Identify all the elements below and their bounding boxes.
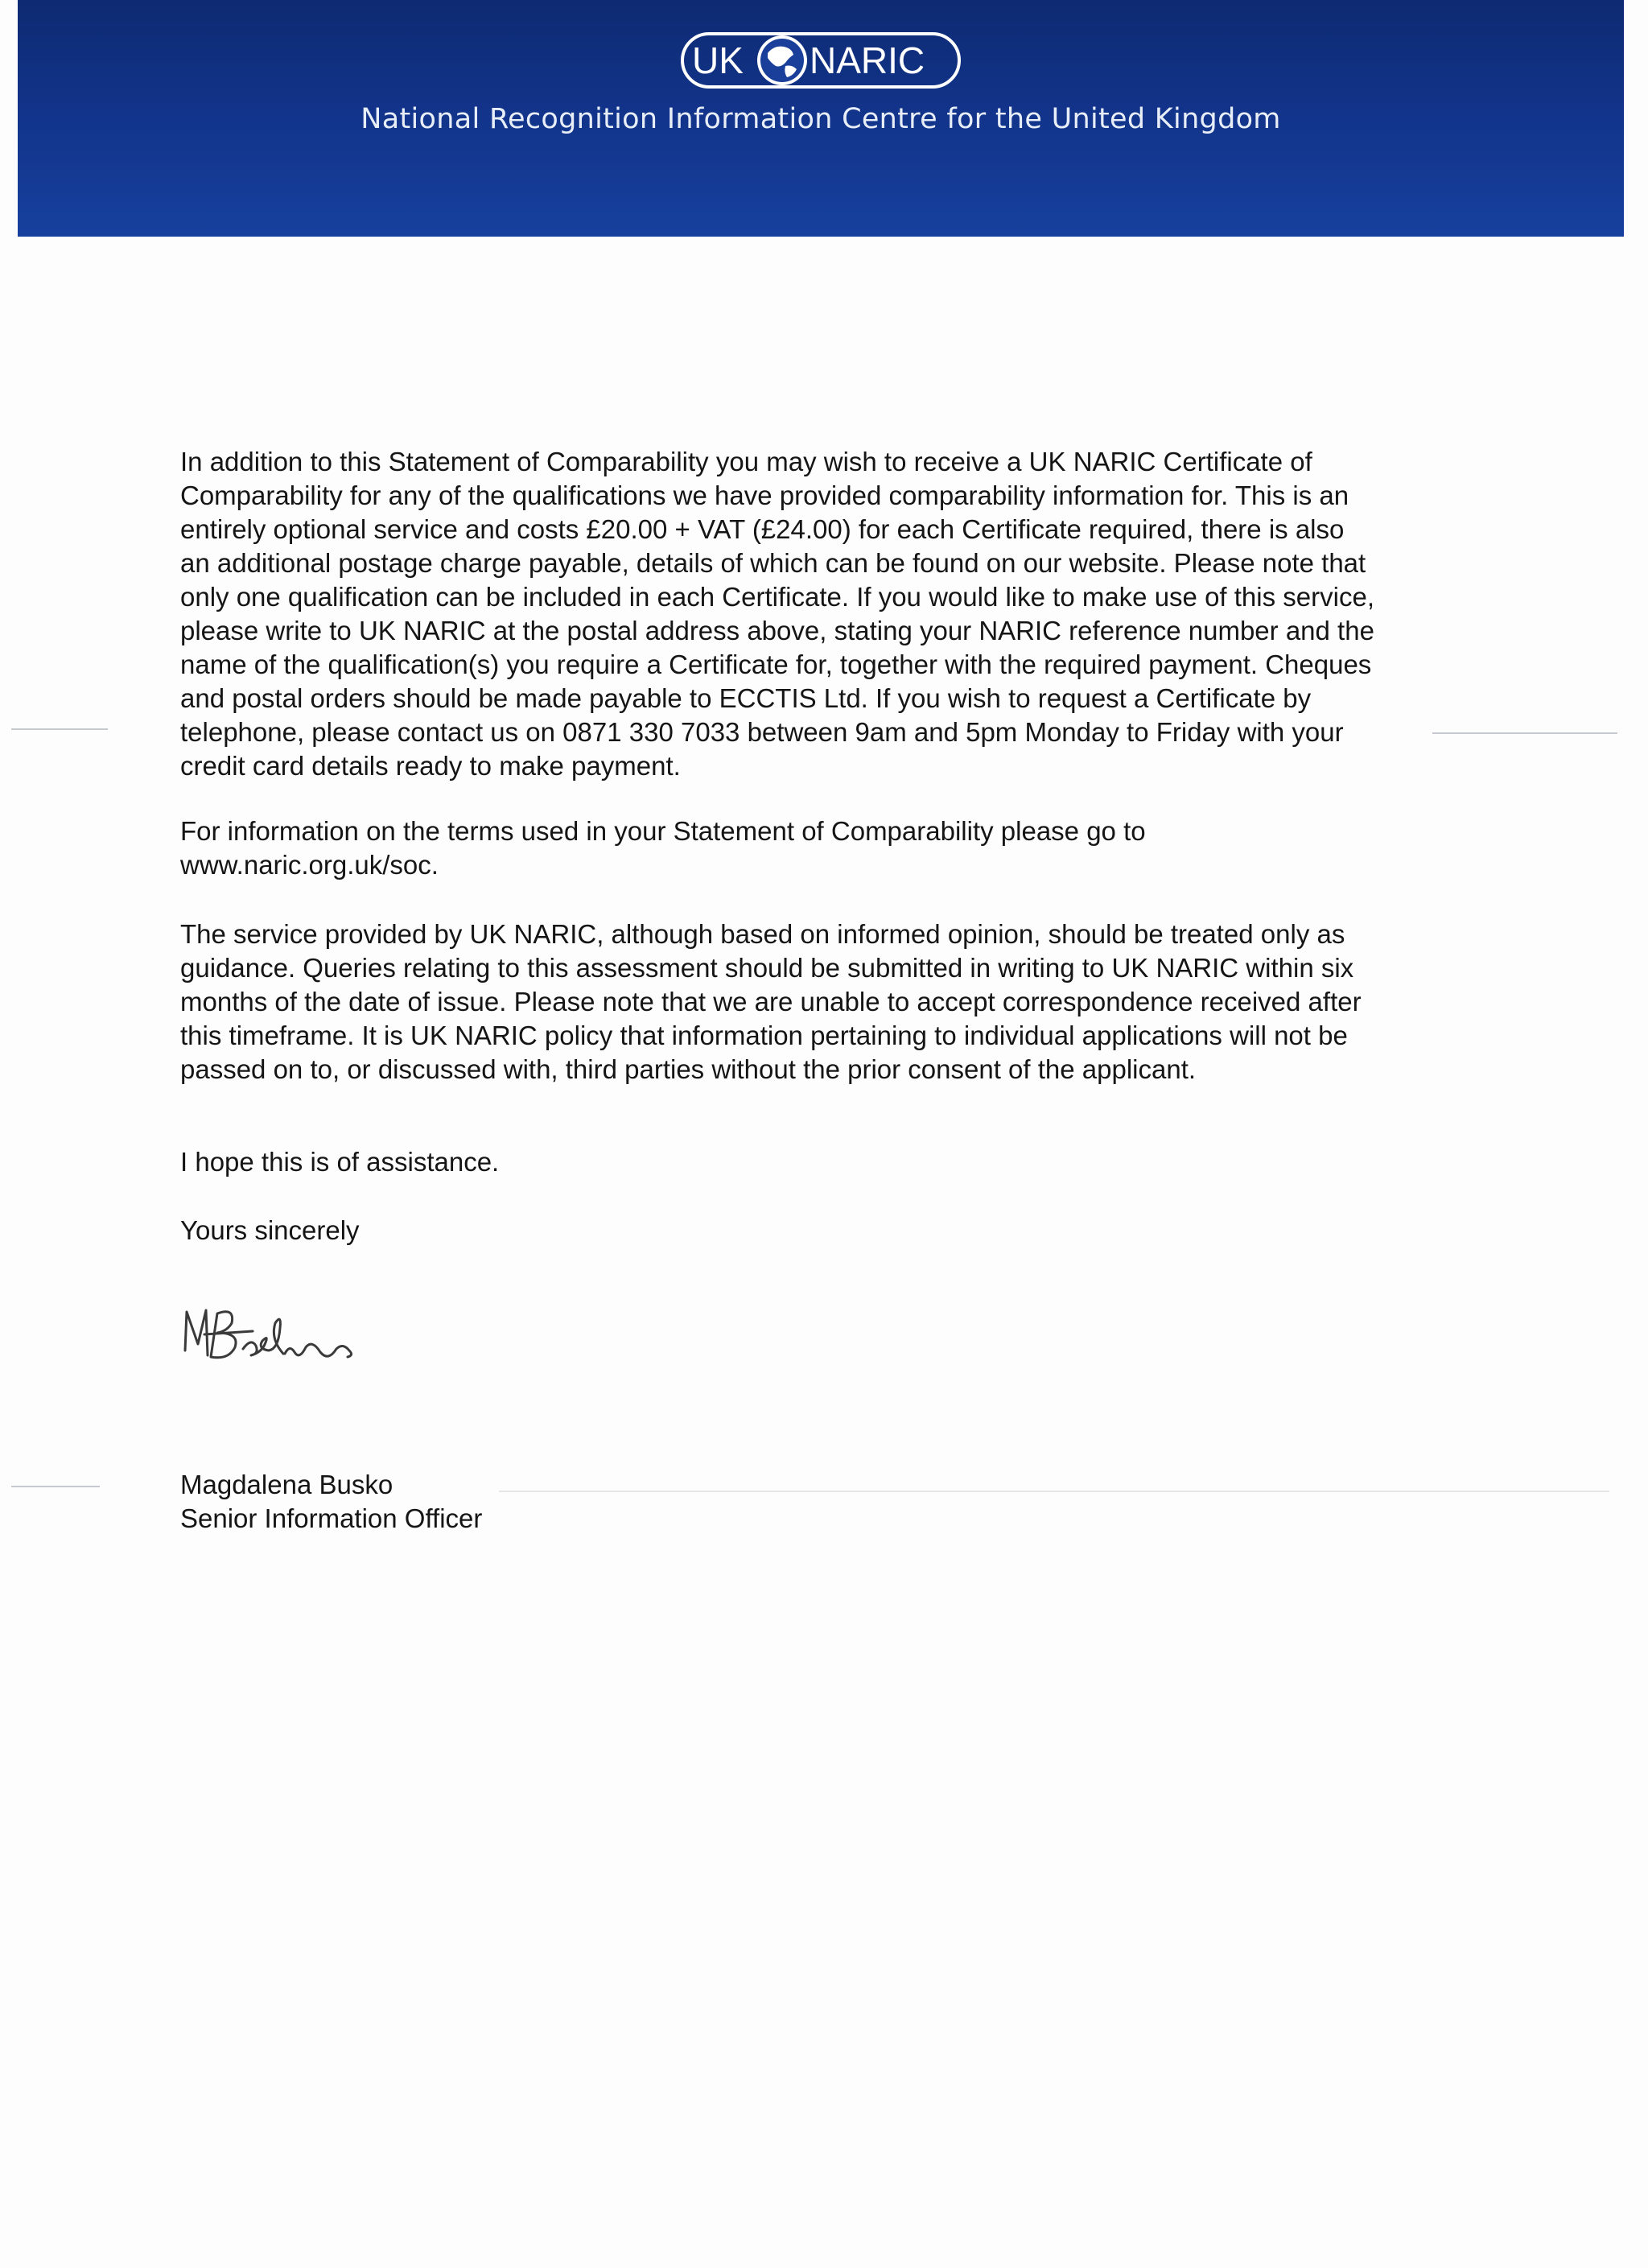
text-line: passed on to, or discussed with, third parties without the prior consent of the applicant. [180,1054,1197,1084]
text-line: name of the qualification(s) you require a Certificate for, together with the required payment. Cheques [180,649,1372,679]
logo-graphic [681,31,961,90]
text-line: For information on the terms used in your Statement of Comparability please go to [180,816,1146,846]
text-line: guidance. Queries relating to this assessment should be submitted in writing to UK NARIC within six [180,953,1354,983]
paragraph-service-disclaimer [180,918,1468,1087]
text-line: In addition to this Statement of Comparability you may wish to receive a UK NARIC Certificate of [180,447,1312,476]
uk-naric-logo [681,31,961,90]
closing-remark: I hope this is of assistance. [180,1147,500,1177]
scan-artifact-line [11,1486,100,1487]
scan-artifact-line [499,1491,1609,1492]
text-line: months of the date of issue. Please note that we are unable to accept correspondence received after [180,987,1362,1016]
logo-text-uk: UK [692,39,744,81]
text-line: The service provided by UK NARIC, although based on informed opinion, should be treated only as [180,919,1345,949]
text-line: and postal orders should be made payable to ECCTIS Ltd. If you wish to request a Certificate by [180,683,1312,713]
text-line: www.naric.org.uk/soc. [180,850,439,880]
signatory-block [180,1468,1468,1536]
handwritten-signature [179,1296,364,1384]
scan-artifact-line [1432,732,1617,734]
paragraph-terms-info [180,814,1468,882]
signatory-name: Magdalena Busko [180,1470,393,1499]
text-line: entirely optional service and costs £20.00 + VAT (£24.00) for each Certificate required, there is also [180,514,1345,544]
paragraph-certificate-info [180,445,1468,783]
text-line: this timeframe. It is UK NARIC policy that information pertaining to individual applications will not be [180,1021,1348,1050]
text-line: please write to UK NARIC at the postal address above, stating your NARIC reference number and the [180,616,1374,645]
signatory-title: Senior Information Officer [180,1503,483,1533]
scan-artifact-line [11,728,108,730]
closing-salutation: Yours sincerely [180,1215,360,1245]
text-line: an additional postage charge payable, details of which can be found on our website. Please note that [180,548,1366,578]
text-line: Comparability for any of the qualifications we have provided comparability information for. This is an [180,480,1349,510]
text-line: only one qualification can be included in each Certificate. If you would like to make use of this service, [180,582,1374,612]
text-line: credit card details ready to make payment. [180,751,681,781]
logo-text-naric: NARIC [810,39,925,81]
letterhead-subtitle: National Recognition Information Centre for the United Kingdom [360,103,1281,135]
text-line: telephone, please contact us on 0871 330 7033 between 9am and 5pm Monday to Friday with your [180,717,1344,747]
